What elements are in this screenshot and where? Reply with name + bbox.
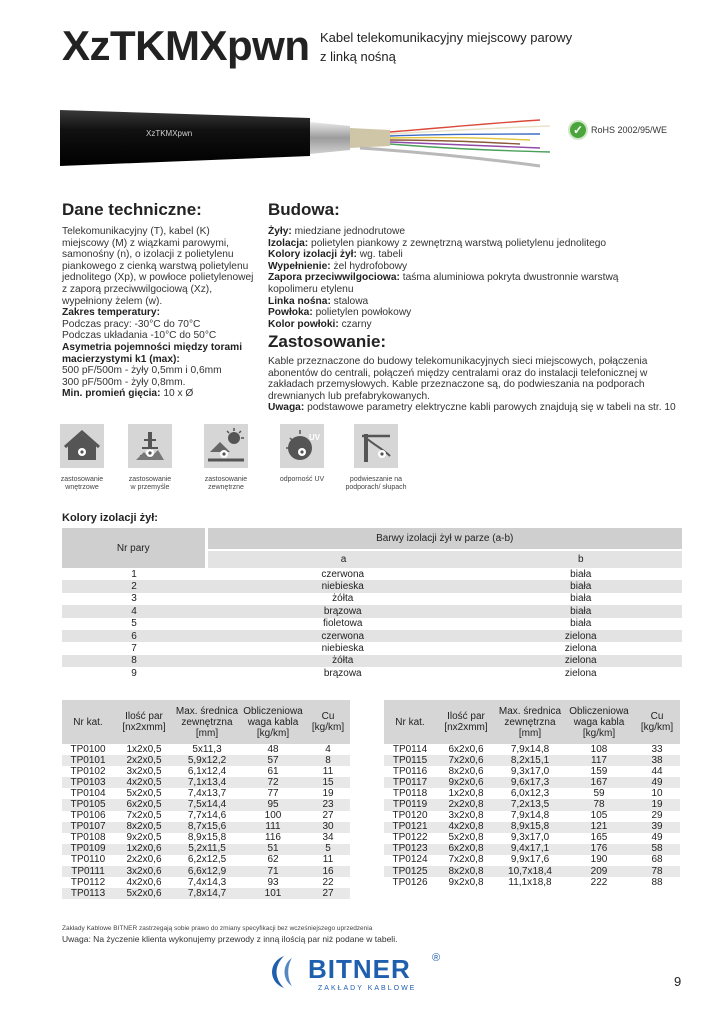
table-cell: 9x2x0,8 [448, 876, 484, 888]
table-cell: TP0105 [62, 799, 114, 810]
table-cell: 61 [267, 765, 279, 777]
table-row [384, 755, 680, 766]
table-cell: TP0120 [392, 810, 428, 822]
table-cell: 116 [265, 832, 281, 844]
table-cell: niebieska [206, 580, 479, 592]
table-cell: 9,4x17,1 [496, 844, 564, 855]
table-cell: TP0124 [392, 854, 428, 866]
table-cell: 1x2x0,6 [114, 844, 174, 855]
table-cell: 39 [634, 822, 680, 833]
table-cell: 6,0x12,3 [510, 787, 550, 799]
table-row [384, 766, 680, 777]
subtitle-line-2: z linką nośną [320, 49, 396, 64]
budowa-item: Kolor powłoki: czarny [268, 318, 372, 330]
table-row [62, 777, 350, 788]
table-cell: 78 [634, 866, 680, 877]
page-subtitle [320, 28, 572, 66]
table-cell: 8x2x0,6 [448, 765, 484, 777]
table-cell: biała [570, 593, 592, 605]
table-cell: 7,2x13,5 [496, 799, 564, 810]
check-icon: ✓ [568, 120, 588, 140]
table-row [384, 877, 680, 888]
table-cell: TP0113 [62, 888, 114, 899]
table-cell: 34 [322, 832, 334, 844]
table-cell: TP0108 [70, 832, 106, 844]
table-cell: 9,3x17,0 [510, 832, 550, 844]
table-cell: TP0103 [62, 777, 114, 788]
col-ilosc-par: Ilość par [nx2xmm] [436, 700, 496, 744]
table-cell: 3x2x0,5 [126, 765, 162, 777]
table-cell: 77 [267, 787, 279, 799]
table-cell: 176 [564, 844, 634, 855]
table-row [384, 866, 680, 877]
table-cell: 27 [322, 810, 334, 822]
table-cell: 3x2x0,8 [448, 810, 484, 822]
table-cell: 95 [240, 799, 306, 810]
table-cell: 30 [306, 822, 350, 833]
table-cell: TP0119 [384, 799, 436, 810]
table-cell: 3x2x0,6 [114, 866, 174, 877]
table-cell: 6,6x12,9 [174, 866, 240, 877]
table-cell: 167 [564, 777, 634, 788]
table-cell: 117 [564, 755, 634, 766]
table-cell: biała [479, 580, 682, 592]
table-row [62, 833, 350, 844]
col-srednica: Max. średnica zewnętrzna [mm] [174, 700, 240, 744]
table-cell: 8x2x0,5 [114, 822, 174, 833]
kolory-heading: Kolory izolacji żył: [62, 512, 158, 524]
table-cell: 88 [651, 876, 663, 888]
table-row [62, 788, 350, 799]
table-cell: 209 [564, 866, 634, 877]
table-cell: 121 [564, 822, 634, 833]
table-cell: 2x2x0,5 [114, 755, 174, 766]
table-cell: 2x2x0,6 [126, 854, 162, 866]
rohs-mark [568, 120, 667, 140]
table-cell: TP0122 [392, 832, 428, 844]
table-cell: fioletowa [322, 618, 363, 630]
table-cell: 4 [62, 605, 206, 617]
budowa-item: Żyły: miedziane jednodrutowe [268, 226, 406, 237]
table-cell: TP0106 [70, 810, 106, 822]
table-cell: 5x2x0,6 [114, 888, 174, 899]
budowa-item: Powłoka: polietylen powłokowy [268, 307, 412, 319]
icon-caption: zastosowanie wnętrzowe [60, 476, 104, 491]
table-cell: 23 [306, 799, 350, 810]
table-cell: niebieska [321, 643, 364, 655]
table-row [384, 799, 680, 810]
table-cell: 93 [267, 876, 279, 888]
uv-label: UV [309, 433, 321, 442]
table-cell: 6x2x0,8 [436, 844, 496, 855]
table-cell: 16 [306, 866, 350, 877]
table-cell: 8,2x15,1 [496, 755, 564, 766]
table-row [384, 777, 680, 788]
budowa-item: Kolory izolacji żył: wg. tabeli [268, 249, 403, 261]
table-cell: 7,1x13,4 [174, 777, 240, 788]
table-row [384, 744, 680, 755]
table-row [62, 642, 682, 654]
temp-label: Zakres temperatury: [62, 307, 160, 319]
table-cell: 8,9x15,8 [496, 822, 564, 833]
table-cell: 44 [651, 765, 663, 777]
col-waga: Obliczeniowa waga kabla [kg/km] [240, 700, 306, 744]
table-row [384, 822, 680, 833]
table-row [62, 822, 350, 833]
table-cell: TP0125 [384, 866, 436, 877]
table-row [62, 618, 682, 630]
table-row [62, 866, 350, 877]
budowa-item: Linka nośna: stalowa [268, 295, 369, 307]
budowa-item: Izolacja: polietylen piankowy z zewnętrzną warstwą polietylenu jednolitego [268, 237, 607, 249]
table-cell: 9,9x17,6 [510, 854, 550, 866]
table-cell: 8,7x15,6 [174, 822, 240, 833]
table-cell: 6x2x0,5 [114, 799, 174, 810]
table-cell: TP0109 [62, 844, 114, 855]
brand-registered: ® [432, 952, 441, 964]
page-title: XzTKMXpwn [62, 22, 310, 69]
subtitle-line-1: Kabel telekomunikacyjny miejscowy parowy [320, 30, 573, 45]
col-cu: Cu [kg/km] [306, 700, 350, 744]
zastosowanie-heading: Zastosowanie: [268, 332, 387, 351]
asym-line-1: 500 pF/500m - żyły 0,5mm i 0,6mm [62, 365, 222, 377]
table-row [62, 755, 350, 766]
col-group-header: Barwy izolacji żył w parze (a-b) [206, 528, 682, 550]
table-row [384, 833, 680, 844]
icon-caption: zastosowanie zewnętrzne [204, 476, 248, 491]
col-ilosc-par: Ilość par [nx2xmm] [114, 700, 174, 744]
table-cell: 9x2x0,5 [126, 832, 162, 844]
table-cell: 1x2x0,5 [126, 743, 162, 755]
dane-body [62, 226, 258, 400]
table-cell: brązowa [323, 667, 362, 679]
table-cell: zielona [479, 630, 682, 642]
table-row [62, 580, 682, 592]
cable-table-left [62, 700, 350, 899]
table-cell: żółta [206, 655, 479, 667]
dane-heading: Dane techniczne: [62, 200, 202, 219]
table-row [62, 568, 682, 580]
asym-label: Asymetria pojemności między torami macierzystymi k1 (max): [62, 341, 243, 365]
table-cell: 159 [590, 765, 608, 777]
budowa-item: Zapora przeciwwilgociowa: taśma aluminiowa pokryta dwustronnie warstwą kopolimeru etylenu [268, 272, 619, 295]
table-cell: 7,7x14,6 [187, 810, 227, 822]
dane-intro: Telekomunikacyjny (T), kabel (K) miejscowy (M) z wiązkami parowymi, samonośny (n), o izolacji z polietylenu piankowego z cienką warstwą polietylenu jednolitego (Xp), w powłoce polietylenowej z zaporą przeciwwilgociową (Xz), wypełniony żelem (w). [62, 226, 254, 307]
table-cell: 9 [131, 667, 137, 679]
table-row [62, 888, 350, 899]
table-cell: 7,5x14,4 [174, 799, 240, 810]
table-cell: 5 [131, 618, 137, 630]
table-cell: 2x2x0,8 [436, 799, 496, 810]
budowa-item: Wypełnienie: żel hydrofobowy [268, 260, 408, 272]
table-cell: 105 [590, 810, 608, 822]
table-cell: 1 [131, 568, 137, 580]
table-cell: TP0114 [392, 743, 428, 755]
table-cell: 72 [240, 777, 306, 788]
table-cell: zielona [564, 667, 597, 679]
table-cell: 4x2x0,8 [436, 822, 496, 833]
table-cell: 10,7x18,4 [496, 866, 564, 877]
table-cell: 58 [634, 844, 680, 855]
table-cell: TP0115 [384, 755, 436, 766]
table-row [62, 844, 350, 855]
temp-lay: Podczas układania -10°C do 50°C [62, 330, 217, 342]
table-cell: 49 [651, 832, 663, 844]
col-pair-header: Nr pary [62, 528, 206, 568]
table-cell: TP0104 [70, 787, 106, 799]
table-cell: 19 [322, 787, 334, 799]
table-cell: 7x2x0,6 [436, 755, 496, 766]
table-cell: zielona [479, 655, 682, 667]
table-cell: 5x2x0,8 [448, 832, 484, 844]
page-number: 9 [674, 974, 682, 989]
table-cell: 68 [651, 854, 663, 866]
table-row [62, 744, 350, 755]
table-cell: 1x2x0,8 [448, 787, 484, 799]
table-row [384, 844, 680, 855]
table-row [62, 593, 682, 605]
table-cell: TP0126 [392, 876, 428, 888]
factory-icon [128, 424, 172, 468]
zastosowanie-body [268, 356, 678, 414]
table-cell: TP0102 [70, 765, 106, 777]
table-cell: 71 [240, 866, 306, 877]
table-row [62, 630, 682, 642]
budowa-body [268, 226, 668, 330]
budowa-heading: Budowa: [268, 200, 340, 219]
logo-swoosh-icon [272, 956, 284, 988]
table-cell: 9x2x0,6 [436, 777, 496, 788]
table-cell: 38 [634, 755, 680, 766]
table-cell: brązowa [206, 605, 479, 617]
table-cell: 7,8x14,7 [174, 888, 240, 899]
table-row [62, 877, 350, 888]
table-cell: 5x2x0,5 [126, 787, 162, 799]
col-waga: Obliczeniowa waga kabla [kg/km] [564, 700, 634, 744]
table-cell: 7 [131, 643, 137, 655]
table-cell: 7x2x0,5 [126, 810, 162, 822]
table-cell: 222 [590, 876, 608, 888]
table-cell: 5x11,3 [192, 743, 222, 755]
table-cell: biała [570, 568, 592, 580]
uv-icon [280, 424, 324, 468]
table-cell: 9,3x17,0 [510, 765, 550, 777]
table-cell: 165 [590, 832, 608, 844]
table-cell: 15 [306, 777, 350, 788]
table-cell: 7,4x14,3 [187, 876, 227, 888]
table-cell: 62 [267, 854, 279, 866]
rohs-label: RoHS 2002/95/WE [591, 125, 668, 135]
col-srednica: Max. średnica zewnętrzna [mm] [496, 700, 564, 744]
table-cell: 19 [634, 799, 680, 810]
table-row [62, 766, 350, 777]
asym-line-2: 300 pF/500m - żyły 0,8mm. [62, 376, 186, 388]
table-cell: TP0107 [62, 822, 114, 833]
table-cell: żółta [332, 593, 354, 605]
bend-value: 10 x Ø [160, 388, 194, 400]
col-nr-kat: Nr kat. [384, 700, 436, 744]
colors-table [62, 528, 682, 680]
table-cell: 29 [651, 810, 663, 822]
table-cell: TP0101 [62, 755, 114, 766]
temp-work: Podczas pracy: -30°C do 70°C [62, 318, 201, 330]
table-cell: TP0121 [384, 822, 436, 833]
icon-caption: podwieszanie na podporach/ słupach [345, 476, 407, 491]
icon-caption: odporność UV [279, 476, 325, 483]
table-row [62, 605, 682, 617]
table-cell: TP0118 [392, 787, 428, 799]
table-cell: 5 [306, 844, 350, 855]
table-cell: 8 [62, 655, 206, 667]
table-cell: TP0110 [70, 854, 106, 866]
icon-caption: zastosowanie w przemyśle [128, 476, 172, 491]
table-cell: zielona [564, 643, 597, 655]
table-cell: 6 [62, 630, 206, 642]
table-cell: 33 [651, 743, 663, 755]
col-cu: Cu [kg/km] [634, 700, 680, 744]
table-cell: 6,2x12,5 [187, 854, 227, 866]
table-cell: TP0100 [70, 743, 106, 755]
table-row [384, 855, 680, 866]
bend-label: Min. promień gięcia: [62, 388, 161, 400]
table-row [62, 667, 682, 679]
brand-name: BITNER [308, 954, 411, 984]
table-cell: 10 [651, 787, 663, 799]
brand-sub: ZAKŁADY KABLOWE [318, 985, 417, 992]
pole-support-icon [354, 424, 398, 468]
table-row [384, 788, 680, 799]
table-cell: 27 [306, 888, 350, 899]
table-cell: 4x2x0,6 [126, 876, 162, 888]
table-cell: 100 [264, 810, 282, 822]
table-row [384, 811, 680, 822]
table-cell: 6x2x0,6 [448, 743, 484, 755]
table-cell: 108 [590, 743, 608, 755]
footer-note: Uwaga: Na życzenie klienta wykonujemy przewody z inną ilością par niż podane w tabeli. [62, 934, 398, 944]
table-cell: 4 [325, 743, 331, 755]
table-cell: 57 [240, 755, 306, 766]
table-cell: 111 [240, 822, 306, 833]
table-cell: 6,1x12,4 [187, 765, 227, 777]
table-cell: TP0117 [384, 777, 436, 788]
table-cell: 51 [240, 844, 306, 855]
table-row [62, 799, 350, 810]
col-nr-kat: Nr kat. [62, 700, 114, 744]
cable-print: XzTKMXpwn [146, 129, 193, 138]
table-cell: 3 [131, 593, 137, 605]
table-cell: TP0116 [392, 765, 428, 777]
table-row [62, 811, 350, 822]
table-cell: 5,9x12,2 [174, 755, 240, 766]
cable-image [60, 104, 620, 170]
table-cell: 190 [590, 854, 608, 866]
table-cell: 4x2x0,5 [114, 777, 174, 788]
table-cell: 9,6x17,3 [496, 777, 564, 788]
bitner-logo [270, 948, 450, 994]
table-cell: 7x2x0,8 [448, 854, 484, 866]
table-cell: biała [570, 618, 592, 630]
table-row [62, 855, 350, 866]
table-cell: biała [479, 605, 682, 617]
table-row [62, 655, 682, 667]
table-cell: 8,9x15,8 [187, 832, 227, 844]
disclaimer: Zakłady Kablowe BITNER zastrzegają sobie prawo do zmiany specyfikacji bez wcześniejszego uprzedzenia [62, 925, 373, 932]
table-cell: TP0112 [70, 876, 106, 888]
table-cell: 7,4x13,7 [187, 787, 227, 799]
table-cell: czerwona [206, 630, 479, 642]
sun-weather-icon [204, 424, 248, 468]
table-cell: TP0123 [384, 844, 436, 855]
table-cell: 11 [322, 854, 334, 866]
col-a-header: a [206, 550, 479, 568]
note-text: podstawowe parametry elektryczne kabli parowych znajdują się w tabeli na str. 10 [304, 402, 676, 414]
table-cell: 7,9x14,8 [510, 743, 550, 755]
table-cell: 59 [593, 787, 605, 799]
table-cell: 11,1x18,8 [508, 876, 552, 888]
zastosowanie-text: Kable przeznaczone do budowy telekomunikacyjnych sieci miejscowych, połączenia abonentów do centrali, połączeń między centralami oraz do instalacji telefonicznej w zakładach przemysłowych. Kable przeznaczone są, do podwieszania na podporach drewnianych lub prefabrykowanych. [268, 356, 648, 402]
table-cell: 2 [62, 580, 206, 592]
cable-table-right [384, 700, 680, 888]
table-cell: 22 [322, 876, 334, 888]
table-cell: 49 [634, 777, 680, 788]
col-b-header: b [479, 550, 682, 568]
note-label: Uwaga: [268, 402, 305, 414]
table-cell: 7,9x14,8 [510, 810, 550, 822]
house-icon [60, 424, 104, 468]
table-cell: 8 [306, 755, 350, 766]
table-cell: czerwona [321, 568, 365, 580]
table-cell: 11 [322, 765, 334, 777]
table-cell: 5,2x11,5 [174, 844, 240, 855]
table-cell: 48 [267, 743, 279, 755]
table-cell: TP0111 [62, 866, 114, 877]
table-cell: 8x2x0,8 [436, 866, 496, 877]
table-cell: 78 [564, 799, 634, 810]
table-cell: 101 [240, 888, 306, 899]
